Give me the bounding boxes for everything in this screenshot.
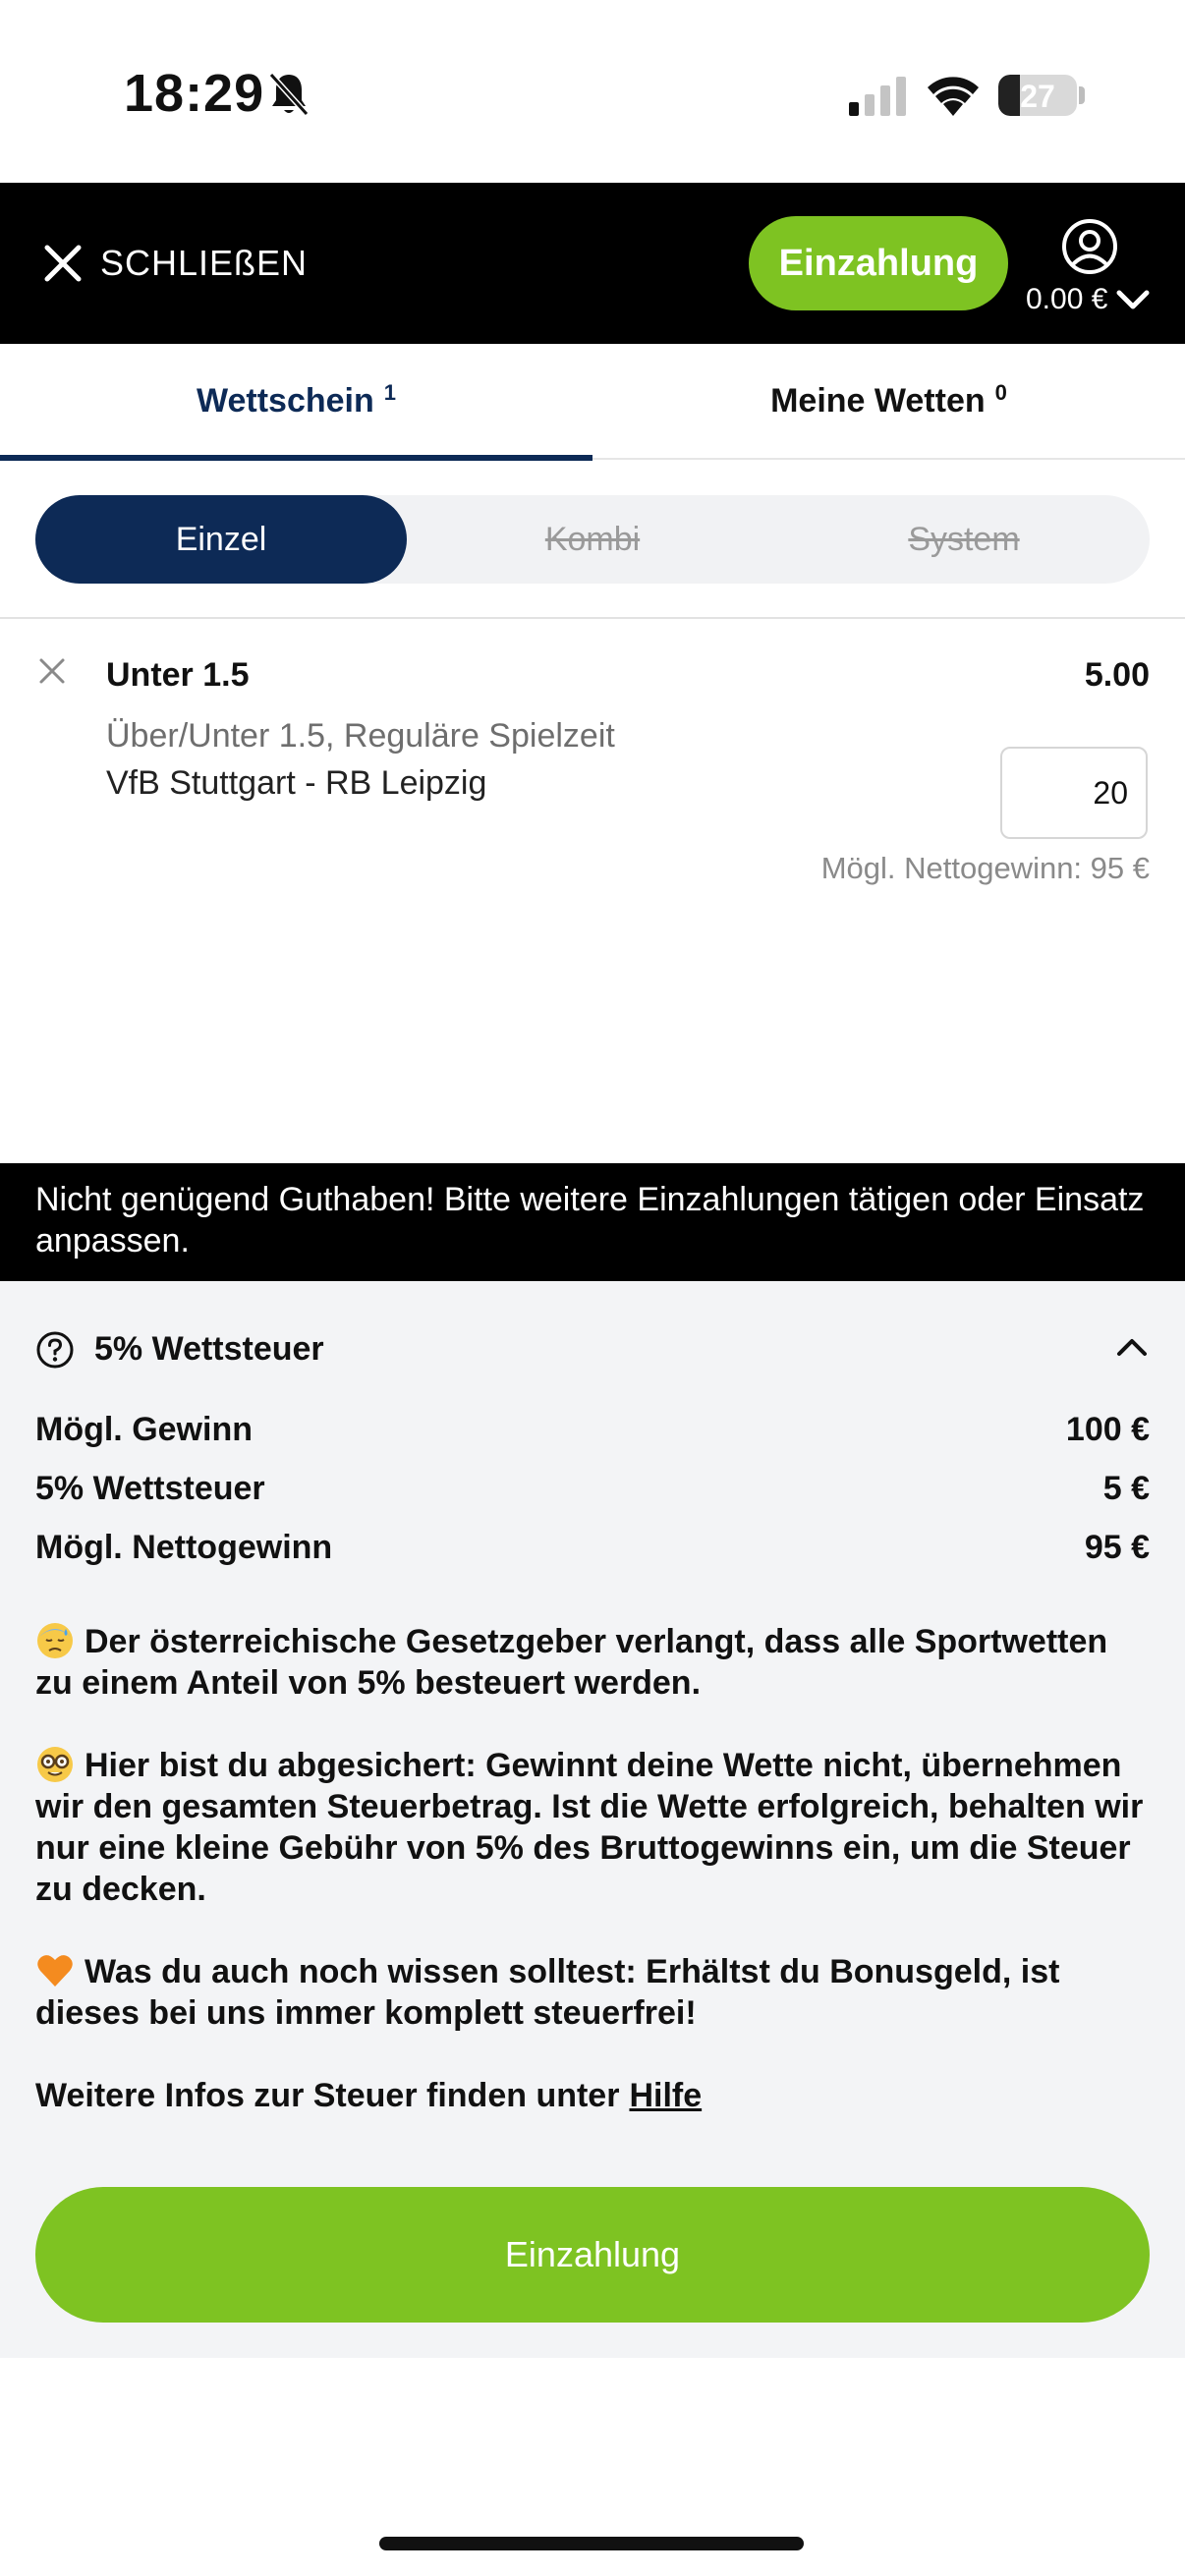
tax-info-paragraph xyxy=(35,1621,1150,1704)
chevron-up-icon xyxy=(1116,1336,1148,1358)
bet-type-kombi[interactable]: Kombi xyxy=(544,520,641,558)
bet-market: Über/Unter 1.5, Reguläre Spielzeit xyxy=(106,717,615,755)
close-icon xyxy=(43,244,83,283)
more-info-line xyxy=(35,2075,1150,2116)
tax-row-wettsteuer xyxy=(35,1470,1150,1513)
row-label: Mögl. Gewinn xyxy=(35,1411,253,1448)
help-icon xyxy=(35,1330,75,1370)
downcast-sweat-emoji xyxy=(35,1621,75,1660)
bet-match: VfB Stuttgart - RB Leipzig xyxy=(106,764,487,802)
bell-slash-icon xyxy=(267,71,310,118)
deposit-header-button[interactable]: Einzahlung xyxy=(749,216,1008,310)
tax-info-paragraph xyxy=(35,1745,1150,1910)
wifi-icon xyxy=(926,73,981,116)
row-label: Mögl. Nettogewinn xyxy=(35,1529,333,1566)
tax-row-nettogewinn xyxy=(35,1529,1150,1572)
row-value: 100 € xyxy=(1065,1411,1150,1448)
status-bar xyxy=(0,0,1185,183)
status-time: 18:29 xyxy=(124,64,265,123)
more-info-text: Weitere Infos zur Steuer finden unter xyxy=(35,2077,620,2114)
tab-label: Meine Wetten xyxy=(770,381,986,420)
active-tab-indicator xyxy=(0,455,592,461)
app-header xyxy=(0,183,1185,344)
chevron-down-icon xyxy=(1116,289,1150,310)
tax-info-text: Der österreichische Gesetzgeber verlangt, dass alle Sportwetten zu einem Anteil von 5% besteuert werden. xyxy=(35,1623,1108,1702)
user-icon xyxy=(1061,218,1118,275)
row-value: 5 € xyxy=(1102,1470,1150,1507)
battery-icon xyxy=(998,75,1077,116)
orange-heart-emoji xyxy=(35,1951,75,1990)
bet-odds: 5.00 xyxy=(1084,656,1150,694)
deposit-button[interactable]: Einzahlung xyxy=(35,2187,1150,2323)
tax-accordion-header[interactable] xyxy=(35,1328,1150,1372)
help-link[interactable]: Hilfe xyxy=(629,2077,703,2114)
tax-title: 5% Wettsteuer xyxy=(94,1330,324,1368)
remove-bet-icon[interactable] xyxy=(35,654,69,688)
row-value: 95 € xyxy=(1084,1529,1150,1566)
possible-net-win: Mögl. Nettogewinn: 95 € xyxy=(820,851,1150,885)
bet-type-einzel[interactable]: Einzel xyxy=(35,495,407,584)
stake-input[interactable] xyxy=(1000,747,1148,839)
tab-meine-wetten[interactable] xyxy=(592,344,1185,458)
cellular-signal-icon xyxy=(849,77,908,116)
insufficient-funds-warning: Nicht genügend Guthaben! Bitte weitere Einzahlungen tätigen oder Einsatz anpassen. xyxy=(0,1163,1185,1281)
home-indicator xyxy=(379,2537,804,2550)
close-label: SCHLIEßEN xyxy=(100,243,309,283)
bet-type-selector xyxy=(35,495,1150,584)
tab-count: 1 xyxy=(383,380,396,405)
tax-info-text: Hier bist du abgesichert: Gewinnt deine Wette nicht, übernehmen wir den gesamten Steuerbetrag. Ist die Wette erfolgreich, behalten wir nur eine kleine Gebühr von 5% des Bruttogewinns ein, um die Steuer zu decken. xyxy=(35,1747,1144,1908)
close-button[interactable] xyxy=(43,238,308,289)
tab-wettschein[interactable] xyxy=(0,344,592,458)
tax-row-gewinn xyxy=(35,1411,1150,1454)
tab-label: Wettschein xyxy=(197,381,374,420)
account-balance: 0.00 € xyxy=(1026,283,1108,315)
tax-info-paragraph xyxy=(35,1951,1150,2034)
account-menu[interactable] xyxy=(1022,218,1159,316)
divider xyxy=(0,617,1185,619)
row-label: 5% Wettsteuer xyxy=(35,1470,265,1507)
bet-type-system[interactable]: System xyxy=(908,520,1020,558)
bet-selection: Unter 1.5 xyxy=(106,656,250,694)
tax-info-text: Was du auch noch wissen solltest: Erhältst du Bonusgeld, ist dieses bei uns immer komplett steuerfrei! xyxy=(35,1953,1060,2032)
betslip-tabs xyxy=(0,344,1185,460)
tab-count: 0 xyxy=(994,380,1007,405)
battery-tip xyxy=(1079,86,1085,104)
battery-level: 27 xyxy=(1020,79,1055,114)
nerd-face-emoji xyxy=(35,1745,75,1784)
